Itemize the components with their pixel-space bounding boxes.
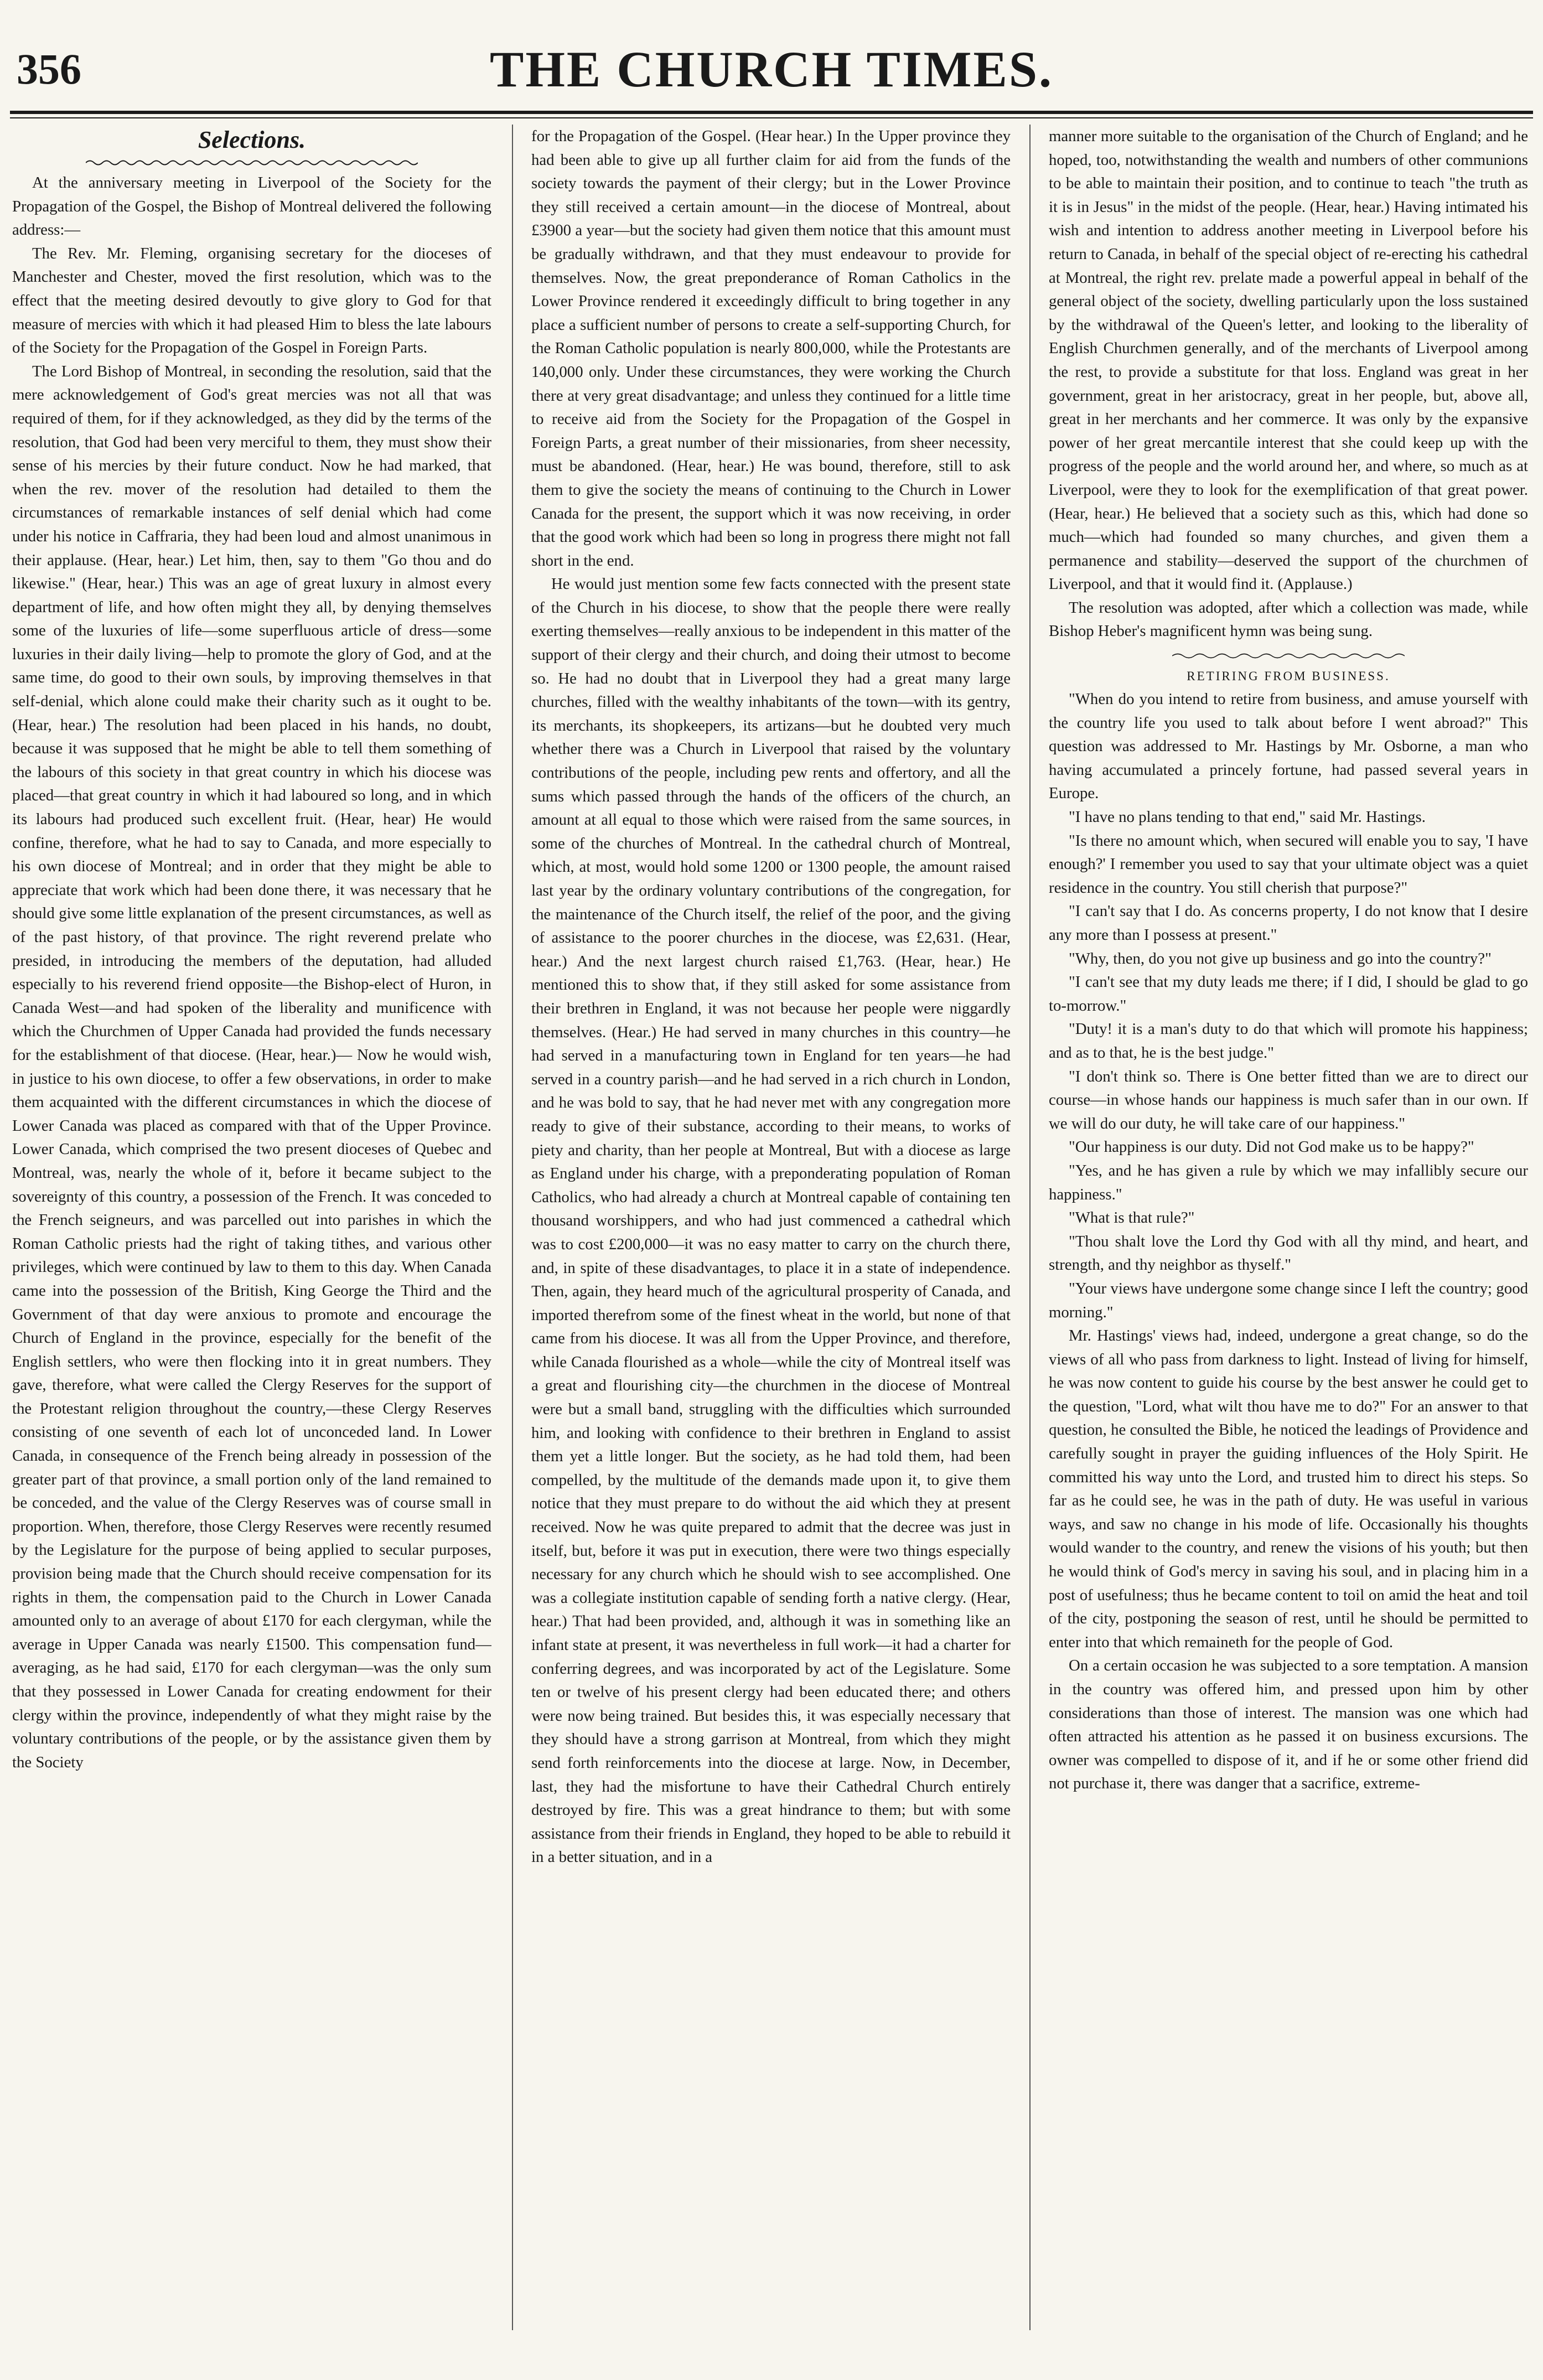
article-paragraph: for the Propagation of the Gospel. (Hear hear.) In the Upper province they had been able to give up all further claim for aid from the funds of the society towards the payment of their clergy; but in the Lower Province they still received a certain amount—in the diocese of Montreal, about £3900 a year—but the society had given them notice that this amount must be gradually withdrawn, and that they must endeavour to provide for themselves. Now, the great preponderance of Roman Catholics in the Lower Province rendered it exceedingly difficult to bring together in any place a sufficient number of persons to create a self-supporting Church, for the Roman Catholic population is nearly 800,000, while the Protestants are 140,000 only. Under these circumstances, they were working the Church there at very great disadvantage; and unless they continued for a little time to receive aid from the Society for the Propagation of the Gospel in Foreign Parts, a great number of their missionaries, from sheer necessity, must be abandoned. (Hear, hear.) He was bound, therefore, still to ask them to give the society the means of continuing to the Church in Lower Canada for the present, the support which it was now receiving, in order that the good work which had been so long in progress there might not fall short in the end. [531, 127, 1011, 570]
article-paragraph: "Our happiness is our duty. Did not God make us to be happy?" [1069, 1138, 1474, 1156]
column-divider [512, 125, 513, 2330]
article-paragraph: "I can't say that I do. As concerns property, I do not know that I desire any more than I possess at present." [1049, 902, 1528, 944]
section-divider-ornament [1172, 652, 1405, 660]
article-paragraph: "Why, then, do you not give up business and go into the country?" [1069, 949, 1492, 967]
column-1 [12, 125, 491, 2330]
article-paragraph: "Thou shalt love the Lord thy God with all thy mind, and heart, and strength, and thy neighbor as thyself." [1049, 1232, 1528, 1274]
column-divider [1029, 125, 1031, 2330]
article-paragraph: On a certain occasion he was subjected to a sore temptation. A mansion in the country was offered him, and pressed upon him by other considerations than those of interest. The mansion was one which had often attracted his attention as he passed it on business excursions. The owner was compelled to dispose of it, and if he or some other friend did not purchase it, there was danger that a sacrifice, extreme- [1049, 1657, 1528, 1793]
header-rule-thin [10, 117, 1533, 118]
section-heading: Selections. [198, 126, 306, 153]
article-paragraph: "Yes, and he has given a rule by which we may infallibly secure our happiness." [1049, 1161, 1528, 1203]
wavy-rule-ornament [86, 159, 418, 167]
article-paragraph: The Rev. Mr. Fleming, organising secretary for the dioceses of Manchester and Chester, moved the first resolution, which was to the effect that the meeting desired devoutly to give glory to God for that measure of mercies with which it had pleased Him to bless the late labours of the Society for the Propagation of the Gospel in Foreign Parts. [12, 244, 491, 357]
column-3 [1049, 125, 1528, 2330]
article-paragraph: "When do you intend to retire from business, and amuse yourself with the country life you used to talk about before I went abroad?" This question was addressed to Mr. Hastings by Mr. Osborne, a man who having accumulated a princely fortune, had passed several years in Europe. [1049, 690, 1528, 803]
newspaper-title: THE CHURCH TIMES. [489, 41, 1054, 97]
masthead [0, 33, 1543, 105]
page-number: 356 [17, 45, 81, 93]
article-paragraph: He would just mention some few facts connected with the present state of the Church in his diocese, to show that the people there were really exerting themselves—really anxious to be independent in this matter of the support of their clergy and their church, and doing their utmost to become so. He had no doubt that in Liverpool they had a great many large churches, filled with the wealthy inhabitants of the town—with its gentry, its merchants, its shopkeepers, its artizans—but he doubted very much whether there was a Church in Liverpool that raised by the voluntary contributions of the people, including pew rents and offertory, and all the sums which passed through the hands of the officers of the church, an amount at all equal to those which were raised from the same sources, in some of the churches of Montreal. In the cathedral church of Montreal, which, at most, would hold some 1200 or 1300 people, the amount raised last year by the ordinary voluntary contributions of the congregation, for the maintenance of the Church itself, the relief of the poor, and the giving of assistance to the poorer churches in the diocese, was £2,631. (Hear, hear.) And the next largest church raised £1,763. (Hear, hear.) He mentioned this to show that, if they still asked for some assistance from their brethren in England, it was not because her people were niggardly themselves. (Hear.) He had served in many churches in this country—he had served in a manufacturing town in England for ten years—he had served in a country parish—and he had served in a rich church in London, and he was bold to say, that he had never met with any congregation more ready to give of their substance, according to their means, to works of piety and charity, than her people at Montreal, But with a diocese as large as England under his charge, with a preponderating population of Roman Catholics, who had already a church at Montreal capable of containing ten thousand worshippers, and who had just commenced a cathedral which was to cost £200,000—it was no easy matter to carry on the church there, and, in spite of these disadvantages, to place it in a state of independence. Then, again, they heard much of the agricultural prosperity of Canada, and imported therefrom some of the finest wheat in the world, but none of that came from his diocese. It was all from the Upper Province, and therefore, while Canada flourished as a whole—while the city of Montreal itself was a great and flourishing city—the churchmen in the diocese of Montreal were but a small band, struggling with the difficulties which surrounded him, and looking with confidence to their brethren in England to assist them yet a little longer. But the society, as he had told them, had been compelled, by the multitude of the demands made upon it, to give them notice that they must prepare to do without the aid which they at present received. Now he was quite prepared to admit that the decree was just in itself, but, before it was put in execution, there were two things especially necessary for any church which he should wish to see accomplished. One was a collegiate institution capable of sending forth a native clergy. (Hear, hear.) That had been provided, and, although it was in something like an infant state at present, it was nevertheless in full work—it had a charter for conferring degrees, and was incorporated by act of the Legislature. Some ten or twelve of his present clergy had been educated there; and others were now being trained. But besides this, it was especially necessary that they should have a strong garrison at Montreal, from which they might send forth reinforcements into the diocese at large. Now, in December, last, they had the misfortune to have their Cathedral Church entirely destroyed by fire. This was a great hindrance to them; but with some assistance from their friends in England, they hoped to be able to rebuild it in a better situation, and in a [531, 575, 1011, 1866]
article-paragraph: "What is that rule?" [1069, 1209, 1195, 1227]
article-paragraph: The Lord Bishop of Montreal, in seconding the resolution, said that the mere acknowledgement of God's great mercies was not all that was required of them, for if they acknowledged, as they did by the terms of the resolution, that God had been very merciful to them, they must show their sense of his mercies by their future conduct. Now he had marked, that when the rev. mover of the resolution had detailed to them the circumstances of remarkable instances of self denial which had come under his notice in Caffraria, they had been loud and almost unanimous in their applause. (Hear, hear.) Let him, then, say to them "Go thou and do likewise." (Hear, hear.) This was an age of great luxury in almost every department of life, and how often might they all, by denying themselves some of the luxuries of life—some superfluous article of dress—some luxuries in their daily living—help to promote the glory of God, and at the same time, do good to their own souls, by improving themselves in that self-denial, which alone could make their charity such as it ought to be. (Hear, hear.) The resolution had been placed in his hands, no doubt, because it was supposed that he might be able to tell them something of the labours of this society in that great country in which his diocese was placed—that great country in which it had laboured so long, and in which its labours had produced such excellent fruit. (Hear, hear) He would confine, therefore, what he had to say to Canada, and more especially to his own diocese of Montreal; and in order that they might be able to appreciate that work which had been done there, it was necessary that he should give some little explanation of the present circumstances, as well as of the past history, of that province. The right reverend prelate who presided, in introducing the members of the deputation, had alluded especially to his reverend friend opposite—the Bishop-elect of Huron, in Canada West—and had spoken of the liberality and munificence with which the Churchmen of Upper Canada had provided the funds necessary for the establishment of that diocese. (Hear, hear.)— Now he would wish, in justice to his own diocese, to offer a few observations, in order to make them acquainted with the different circumstances in which the diocese of Lower Canada was placed as compared with that of the Upper Province. Lower Canada, which comprised the two present dioceses of Quebec and Montreal, was, nearly the whole of it, before it became subject to the sovereignty of this country, a possession of the French. It was conceded to the French seigneurs, and was parcelled out into parishes in which the Roman Catholic priests had the right of taking tithes, and various other privileges, which were continued by law to them to this day. When Canada came into the possession of the British, King George the Third and the Government of that day were anxious to promote and encourage the Church of England in the province, especially for the benefit of the English settlers, who were then flocking into it in great numbers. They gave, therefore, what were called the Clergy Reserves for the support of the Protestant religion throughout the country,—these Clergy Reserves consisting of one seventh of each lot of unconceded land. In Lower Canada, in consequence of the French being already in possession of the greater part of that province, a small portion only of the land remained to be conceded, and the value of the Clergy Reserves was of course small in proportion. When, therefore, those Clergy Reserves were recently resumed by the Legislature for the purpose of being applied to secular purposes, provision being made that the Church should receive compensation for its rights in them, the compensation paid to the Church in Lower Canada amounted only to an average of about £170 for each clergyman, while the average in Upper Canada was nearly £1500. This compensation fund—averaging, as he had said, £170 for each clergyman—was the only sum that they possessed in Lower Canada for creating endowment for their clergy within the province, independently of what they might raise by the voluntary contributions of the people, or by the assistance given them by the Society [12, 362, 491, 1771]
article-paragraph: "I can't see that my duty leads me there; if I did, I should be glad to go to-morrow." [1049, 973, 1528, 1015]
article-subheading: RETIRING FROM BUSINESS. [1187, 669, 1390, 684]
article-paragraph: "Duty! it is a man's duty to do that which will promote his happiness; and as to that, he is the best judge." [1049, 1020, 1528, 1062]
article-paragraph: "Your views have undergone some change since I left the country; good morning." [1049, 1279, 1528, 1321]
article-paragraph: "I have no plans tending to that end," said Mr. Hastings. [1069, 808, 1426, 826]
article-paragraph: Mr. Hastings' views had, indeed, undergone a great change, so do the views of all who pass from darkness to light. Instead of living for himself, he was now content to guide his course by the best answer he could get to the question, "Lord, what wilt thou have me to do?" For an answer to that question, he consulted the Bible, he noticed the leadings of Providence and carefully sought in prayer the guiding influences of the Holy Spirit. He committed his way unto the Lord, and trusted him to direct his steps. So far as he could see, he was in the path of duty. He was useful in various ways, and saw no change in his mode of life. Occasionally his thoughts would wander to the country, and renew the visions of his youth; but then he would think of God's mercy in saving his soul, and in placing him in a post of usefulness; thus he became content to toil on amid the heat and toil of the city, postponing the season of rest, until he should be permitted to enter into that which remaineth for the people of God. [1049, 1327, 1528, 1651]
article-paragraph: "I don't think so. There is One better fitted than we are to direct our course—in whose hands our happiness is much safer than in our own. If we will do our duty, he will take care of our happiness." [1049, 1067, 1528, 1132]
article-paragraph: "Is there no amount which, when secured will enable you to say, 'I have enough?' I remember you used to say that your ultimate object was a quiet residence in the country. You still cherish that purpose?" [1049, 831, 1528, 897]
column-2 [531, 125, 1011, 2330]
article-paragraph: At the anniversary meeting in Liverpool of the Society for the Propagation of the Gospel, the Bishop of Montreal delivered the following address:— [12, 174, 491, 239]
header-rule [10, 111, 1533, 114]
article-paragraph: The resolution was adopted, after which a collection was made, while Bishop Heber's magnificent hymn was being sung. [1049, 598, 1528, 640]
article-paragraph: manner more suitable to the organisation of the Church of England; and he hoped, too, notwithstanding the wealth and numbers of other communions to be able to maintain their position, and to continue to teach "the truth as it is in Jesus" in the midst of the people. (Hear, hear.) Having intimated his wish and intention to address another meeting in Liverpool before his return to Canada, in behalf of the special object of re-erecting his cathedral at Montreal, the right rev. prelate made a powerful appeal in behalf of the general object of the society, dwelling particularly upon the loss sustained by the withdrawal of the Queen's letter, and looking to the liberality of English Churchmen generally, and of the merchants of Liverpool among the rest, to provide a substitute for that loss. England was great in her government, great in her aristocracy, great in her people, but, above all, great in her merchants and her commerce. It was only by the expansive power of her great mercantile interest that she could keep up with the progress of the people and the world around her, and where, so much as at Liverpool, were they to look for the exemplification of that great power. (Hear, hear.) He believed that a society such as this, which had done so much—which had founded so many churches, and given them a permanence and stability—deserved the support of the churchmen of Liverpool, and that it would find it. (Applause.) [1049, 127, 1528, 593]
